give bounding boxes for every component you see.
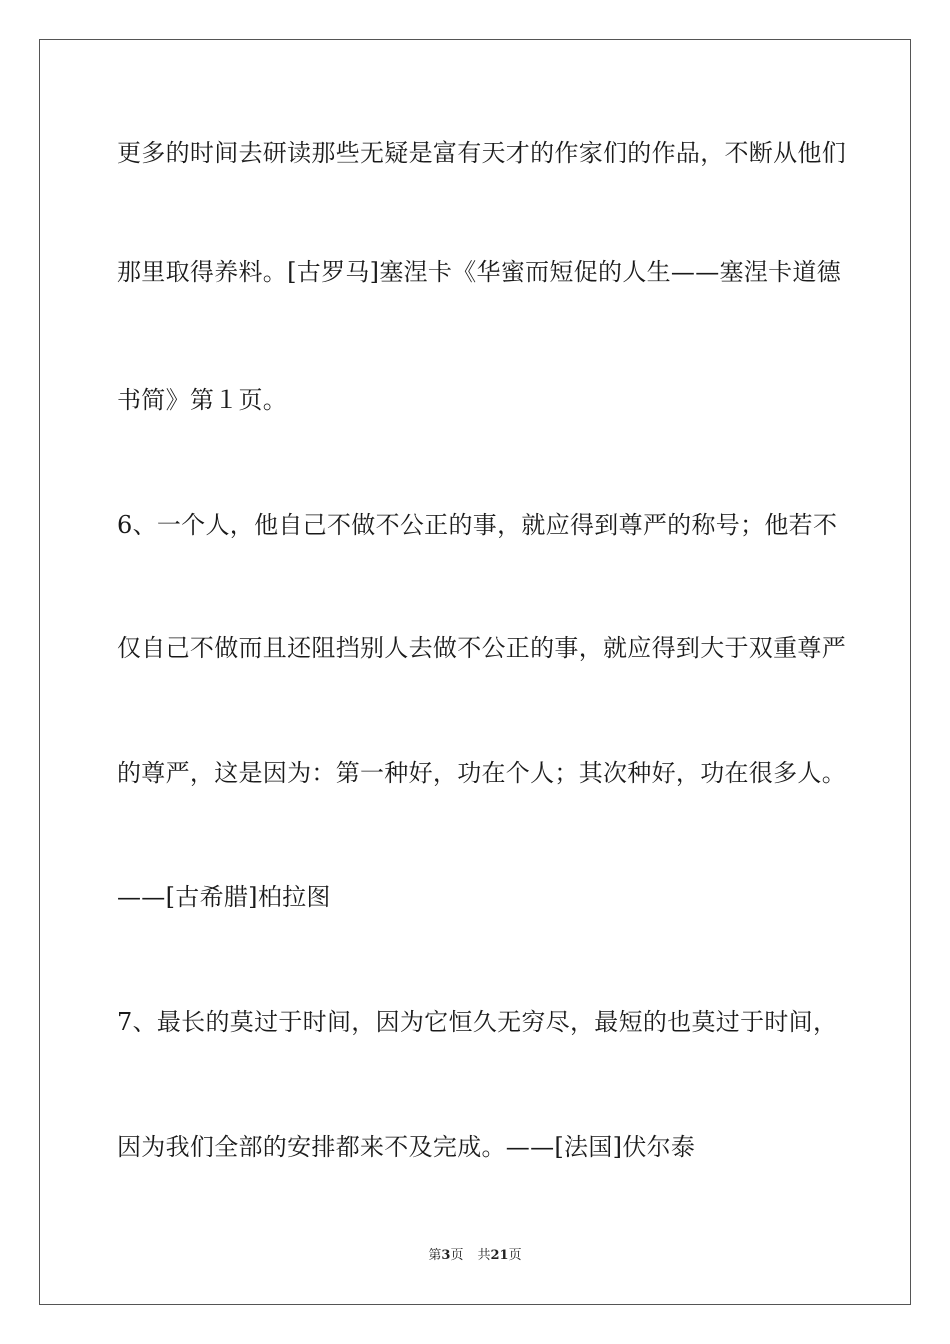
page-footer bbox=[0, 1248, 950, 1264]
text-line-1: 更多的时间去研读那些无疑是富有天才的作家们的作品，不断从他们 bbox=[117, 139, 846, 167]
text-line-7: ——[古希腊]柏拉图 bbox=[117, 883, 331, 911]
text-line-4: 6、一个人，他自己不做不公正的事，就应得到尊严的称号；他若不 bbox=[117, 511, 838, 539]
total-pages: 21 bbox=[490, 1248, 509, 1263]
text-line-6: 的尊严，这是因为：第一种好，功在个人；其次种好，功在很多人。 bbox=[117, 759, 846, 787]
text-line-3: 书简》第１页。 bbox=[117, 386, 288, 414]
text-line-5: 仅自己不做而且还阻挡别人去做不公正的事，就应得到大于双重尊严 bbox=[117, 634, 846, 662]
page-number: 3 bbox=[441, 1248, 451, 1263]
text-line-8: 7、最长的莫过于时间，因为它恒久无穷尽，最短的也莫过于时间， bbox=[117, 1008, 838, 1036]
text-line-9: 因为我们全部的安排都来不及完成。——[法国]伏尔泰 bbox=[117, 1133, 696, 1161]
total-prefix: 共 bbox=[477, 1248, 491, 1263]
page-suffix: 页 bbox=[450, 1248, 464, 1263]
page-border bbox=[39, 39, 911, 1305]
text-line-2: 那里取得养料。[古罗马]塞涅卡《华蜜而短促的人生——塞涅卡道德 bbox=[117, 258, 842, 286]
total-suffix: 页 bbox=[508, 1248, 522, 1263]
page-prefix: 第 bbox=[428, 1248, 442, 1263]
